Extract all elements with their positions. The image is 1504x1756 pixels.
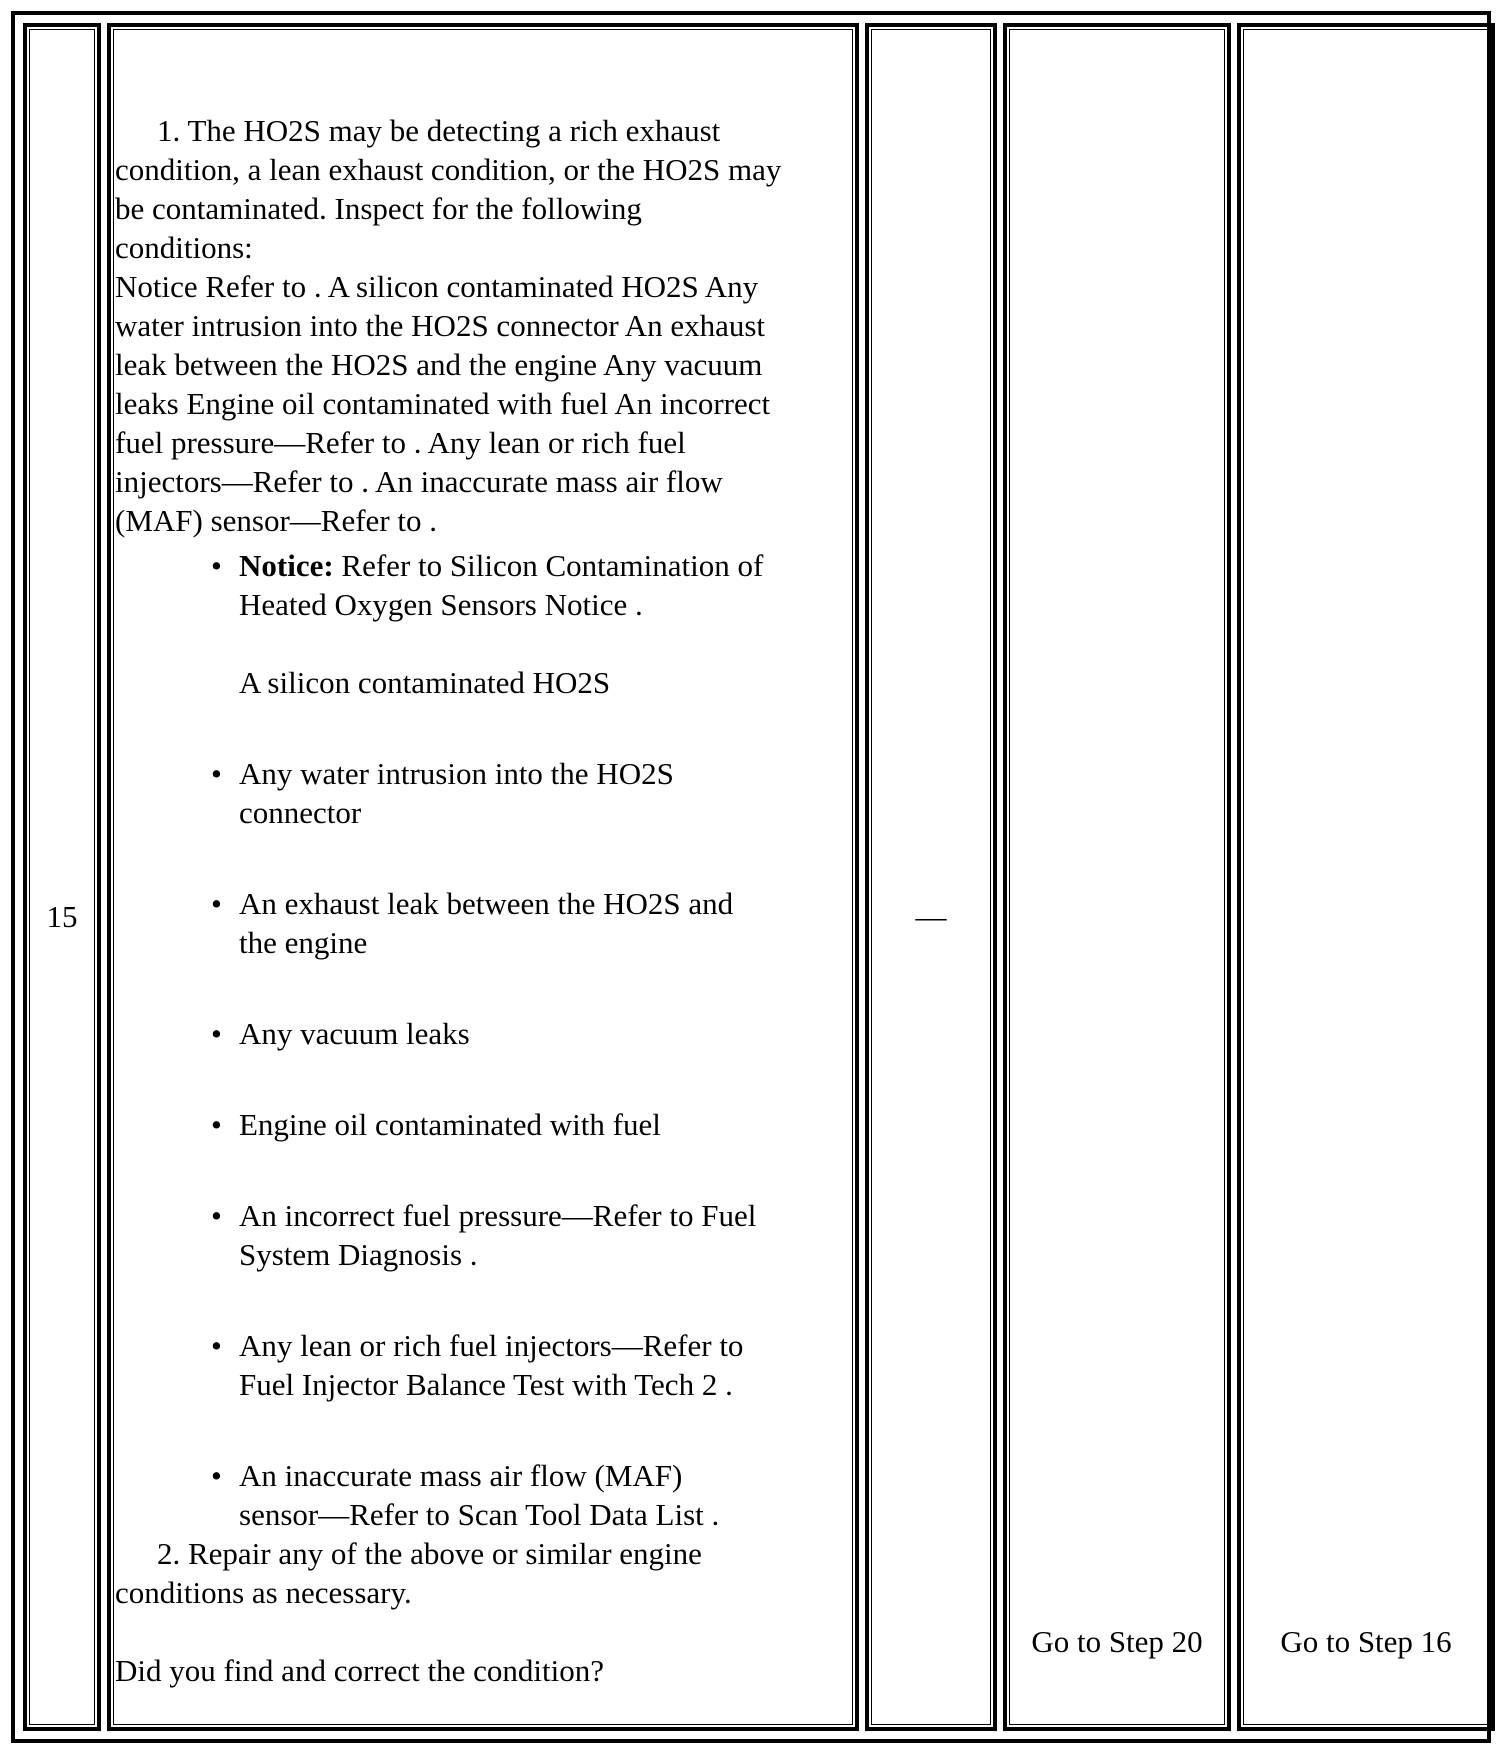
value-cell (865, 23, 997, 1731)
list-item: • Any lean or rich fuel injectors—Refer to Fuel Injector Balance Test with Tech 2 . (211, 1328, 744, 1402)
no-link[interactable]: Go to Step 16 (1280, 1624, 1452, 1659)
notice-item: A silicon contaminated HO2S (239, 665, 611, 700)
list-item-notice (115, 546, 847, 702)
list-item: • An inaccurate mass air flow (MAF) sensor—Refer to Scan Tool Data List . (211, 1458, 720, 1532)
intro-line: be contaminated. Inspect for the following (115, 191, 642, 226)
intro-line: conditions: (115, 230, 253, 265)
bullet-icon: • (211, 1107, 222, 1142)
bullet-icon: • (211, 1458, 222, 1493)
list-item: • An exhaust leak between the HO2S and the engine (211, 886, 734, 960)
action-content (115, 111, 847, 1690)
question-text: Did you find and correct the condition? (115, 1653, 604, 1688)
diagnostic-table (11, 11, 1491, 1743)
intro-line: leak between the HO2S and the engine Any vacuum (115, 347, 763, 382)
bullet-icon: • (211, 1198, 222, 1233)
yes-link[interactable]: Go to Step 20 (1031, 1624, 1203, 1659)
action-cell (107, 23, 859, 1731)
list-item: • Engine oil contaminated with fuel (211, 1107, 661, 1142)
intro-line: condition, a lean exhaust condition, or the HO2S may (115, 152, 782, 187)
intro-line: fuel pressure—Refer to . Any lean or rich fuel (115, 425, 686, 460)
repair-line: conditions as necessary. (115, 1575, 412, 1610)
intro-line: (MAF) sensor—Refer to . (115, 503, 438, 538)
intro-line: leaks Engine oil contaminated with fuel An incorrect (115, 386, 771, 421)
no-cell (1237, 23, 1495, 1731)
inspection-list (115, 546, 847, 1534)
intro-line: Notice Refer to . A silicon contaminated HO2S Any (115, 269, 759, 304)
list-item: • An incorrect fuel pressure—Refer to Fuel System Diagnosis . (211, 1198, 757, 1272)
bullet-icon: • (211, 756, 222, 791)
notice-text: Heated Oxygen Sensors Notice . (239, 587, 643, 622)
value-text: — (915, 899, 947, 934)
bullet-icon: • (211, 548, 222, 583)
list-item: • Any water intrusion into the HO2S connector (211, 756, 674, 830)
yes-cell (1003, 23, 1231, 1731)
list-item: • Any vacuum leaks (211, 1016, 470, 1051)
step-cell (23, 23, 101, 1731)
step-number: 15 (46, 899, 78, 934)
bullet-icon: • (211, 1016, 222, 1051)
intro-line: injectors—Refer to . An inaccurate mass air flow (115, 464, 723, 499)
repair-line: 2. Repair any of the above or similar engine (157, 1536, 702, 1571)
intro-line: water intrusion into the HO2S connector An exhaust (115, 308, 766, 343)
bullet-icon: • (211, 1328, 222, 1363)
notice-label: Notice: (239, 548, 334, 583)
intro-line: 1. The HO2S may be detecting a rich exhaust (157, 113, 721, 148)
bullet-icon: • (211, 886, 222, 921)
notice-text: Refer to Silicon Contamination of (341, 548, 764, 583)
